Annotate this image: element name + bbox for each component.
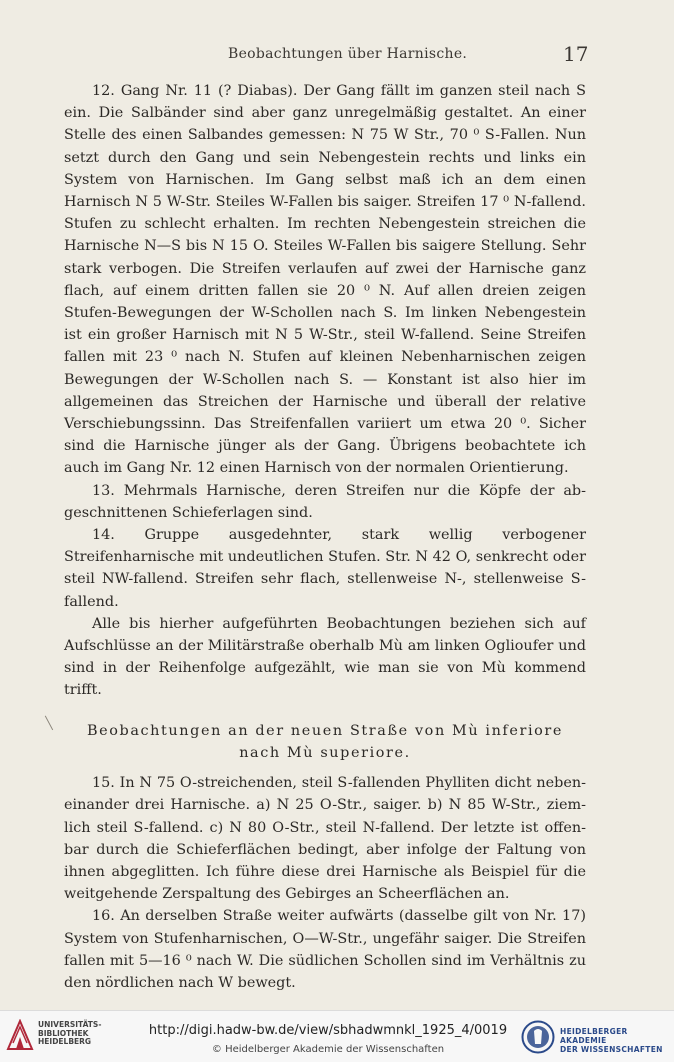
- university-seal-icon[interactable]: [6, 1019, 34, 1051]
- university-library-name: [38, 1021, 101, 1047]
- body-text: [64, 80, 586, 994]
- viewer-footer: [0, 1010, 674, 1062]
- academy-seal-icon[interactable]: [521, 1020, 555, 1054]
- uni-line-2: BIBLIOTHEK: [38, 1028, 89, 1038]
- uni-line-3: HEIDELBERG: [38, 1037, 92, 1047]
- section-heading-line-2: nach Mù superiore.: [239, 744, 411, 761]
- copyright-notice: © Heidelberger Akademie der Wissenschaften: [211, 1044, 445, 1055]
- paragraph-15: 15. In N 75 O-streichenden, steil S-fallenden Phylliten dicht nebeneinander drei Harnische. a) N 25 O-Str., saiger. b) N 85 W-Str., ziemlich steil S-fallend. c) N 80 O-Str., steil N-fallend. Der letzte ist offenbar durch die Schieferflächen bedingt, aber infolge der Faltung von ihnen abgeglitten. Ich führe diese drei Harnische als Beispiel für die weitgehende Zerspaltung des Gebirges an Scheerflächen an.: [64, 775, 586, 903]
- paragraph-16: 16. An derselben Straße weiter aufwärts (dasselbe gilt von Nr. 17) System von Stufenharnischen, O—W-Str., ungefähr saiger. Die Streifen fallen mit 5—16 ⁰ nach W. Die südlichen Schollen sind im Verhältnis zu den nördlichen nach W bewegt.: [64, 908, 586, 991]
- hadw-line-2: DER WISSENSCHAFTEN: [560, 1045, 663, 1054]
- academy-name: [560, 1027, 674, 1054]
- margin-pencil-mark: [45, 712, 60, 730]
- paragraph-summary: Alle bis hierher aufgeführten Beobachtungen beziehen sich auf Aufschlüsse an der Militärstraße oberhalb Mù am linken Oglioufer und sind in der Reihenfolge aufgezählt, wie man sie von Mù kommend trifft.: [64, 615, 586, 699]
- uni-line-1: UNIVERSITÄTS-: [38, 1020, 102, 1029]
- hadw-line-1: HEIDELBERGER AKADEMIE: [560, 1027, 628, 1045]
- section-heading-line-1: Beobachtungen an der neuen Straße von Mù inferiore: [86, 722, 564, 739]
- section-heading: [64, 720, 586, 764]
- paragraph-14: 14. Gruppe ausgedehnter, stark wellig verbogener Streifenharnische mit undeutlichen Stufen. Str. N 42 O, senkrecht oder steil NW-fallend. Streifen sehr flach, stellenweise N-, stellenweise S-fallend.: [64, 527, 586, 610]
- running-title: Beobachtungen über Harnische.: [228, 46, 468, 62]
- paragraph-12: 12. Gang Nr. 11 (? Diabas). Der Gang fällt im ganzen steil nach S ein. Die Salbänder sind aber ganz unregelmäßig gestaltet. An einer Stelle des einen Salbandes gemessen: N 75 W Str., 70 ⁰ S-Fallen. Nun setzt durch den Gang und sein Nebengestein rechts und links ein System von Harnischen. Im Gang selbst maß ich an dem einen Harnisch N 5 W-Str. Steiles W-Fallen bis saiger. Streifen 17 ⁰ N-fallend. Stufen zu schlecht erhalten. Im rechten Nebengestein streichen die Harnische N—S bis N 15 O. Steiles W-Fallen bis saigere Stellung. Sehr stark verbogen. Die Streifen verlaufen auf zwei der Harnische ganz flach, auf einem dritten fallen sie 20 ⁰ N. Auf allen dreien zeigen Stufen-Bewegungen der W-Schollen nach S. Im linken Nebengestein ist ein großer Harnisch mit N 5 W-Str., steil W-fallend. Seine Streifen fallen mit 23 ⁰ nach N. Stufen auf kleinen Nebenharnischen zeigen Bewegungen der W-Schollen nach S. — Konstant ist also hier im allgemeinen das Streichen der Harnische und überall der relative Verschiebungssinn. Das Streifenfallen variiert um etwa 20 ⁰. Sicher sind die Harnische jünger als der Gang. Übrigens beobachtete ich auch im Gang Nr. 12 einen Harnisch von der normalen Orientierung.: [64, 83, 586, 477]
- page-number: 17: [563, 42, 589, 66]
- paragraph-13: 13. Mehrmals Harnische, deren Streifen nur die Köpfe der abgeschnittenen Schieferlagen sind.: [64, 482, 586, 521]
- permalink-url[interactable]: http://digi.hadw-bw.de/view/sbhadwmnkl_1925_4/0019: [148, 1023, 508, 1038]
- running-head: [0, 42, 674, 68]
